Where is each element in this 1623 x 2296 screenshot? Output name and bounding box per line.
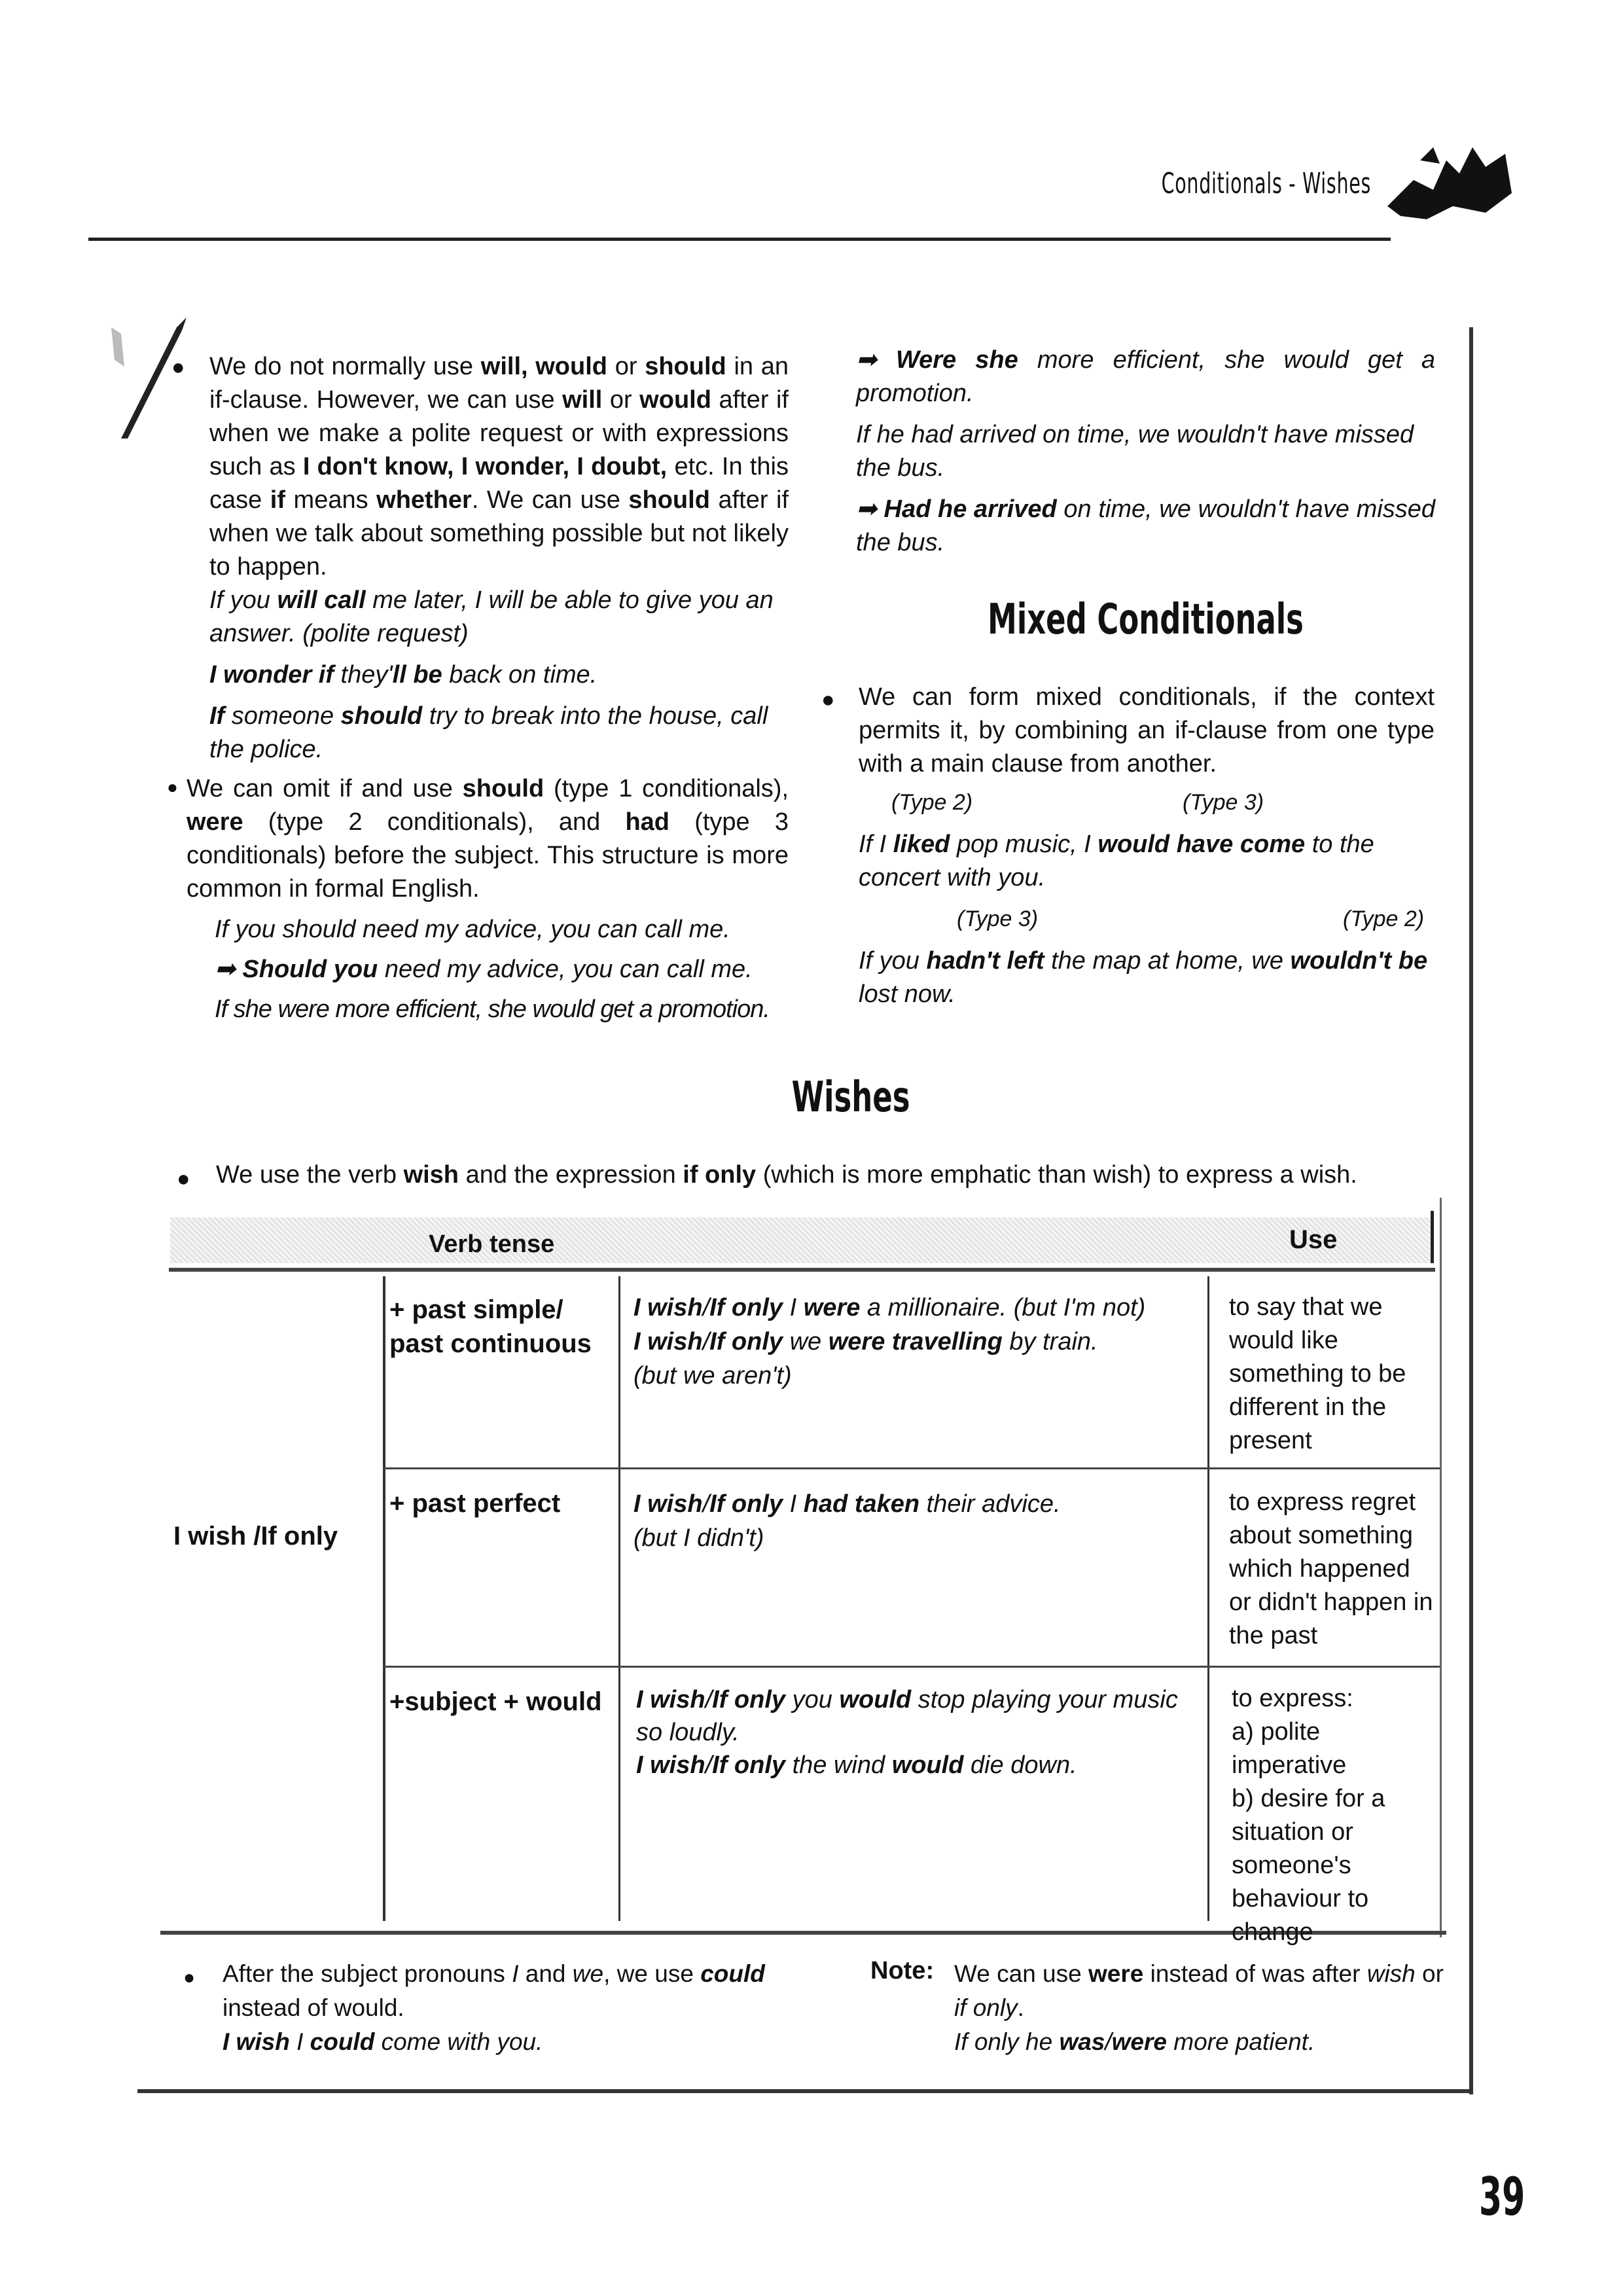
- running-header-title: Conditionals - Wishes: [1161, 167, 1371, 200]
- example-line: I wish/If only the wind would die down.: [636, 1751, 1077, 1779]
- box-bottom-border: [137, 2089, 1472, 2093]
- could-note: After the subject pronouns I and we, we use could instead of would. I wish I could come with you.: [223, 1960, 765, 2055]
- wishes-intro: We use the verb wish and the expression if only (which is more emphatic than wish) to express a wish.: [216, 1161, 1357, 1189]
- example-were-efficient: If she were more efficient, she would get a promotion.: [215, 996, 770, 1023]
- examples-row-2: [633, 1487, 1196, 1555]
- note-text: We can use were instead of was after wish or if only. If only he was/were more patient.: [954, 1960, 1444, 2055]
- left-column-2: [187, 772, 789, 906]
- example-should-need: If you should need my advice, you can call me.: [215, 916, 730, 943]
- example-line: I wish/If only we were travelling by train.: [633, 1328, 1098, 1355]
- example-line: I wish/If only you would stop playing your music so loudly.: [636, 1686, 1178, 1746]
- table-header-edge: [1431, 1211, 1434, 1263]
- mixed-example-2: If you hadn't left the map at home, we wouldn't be lost now.: [859, 947, 1428, 1008]
- table-header-band: [170, 1217, 1433, 1263]
- note-label: Note:: [870, 1957, 935, 1984]
- left-column-3: [215, 913, 804, 1026]
- bullet-omit-if: We can omit if and use should (type 1 conditionals), were (type 2 conditionals), and had (type 3 conditionals) before the subject. This structure is more common in formal English.: [187, 775, 789, 903]
- table-header-verb-tense: Verb tense: [429, 1230, 555, 1258]
- example-line: (but I didn't): [633, 1524, 764, 1552]
- example-inverted-were: ➡ Were she more efficient, she would get a promotion.: [856, 346, 1436, 407]
- page-number: 39: [1478, 2166, 1525, 2227]
- tense-past-perfect: + past perfect: [389, 1489, 561, 1518]
- header-rule: [88, 238, 1391, 241]
- bullet-dot: ●: [183, 1967, 196, 1988]
- bullet-dot: ●: [821, 687, 835, 712]
- arrow-right-icon: ➡: [215, 956, 243, 983]
- example-line: (but we aren't): [633, 1362, 792, 1390]
- example-polite-request: If you will call me later, I will be able to give you an answer. (polite request): [209, 586, 774, 647]
- table-divider: [383, 1276, 385, 1921]
- use-row-1: to say that we would like something to be different in the present: [1229, 1293, 1406, 1454]
- bullet-will-would-should: We do not normally use will, would or should in an if-clause. However, we can use will or would after if when we make a polite request or with expressions such as I don't know, I wonder, I doubt, etc. In this case if means whether. We can use should after if when we talk about something possible but not likely to happen.: [209, 353, 789, 581]
- arrow-right-icon: ➡: [856, 346, 896, 374]
- unit-number-logo: [1374, 134, 1525, 232]
- table-divider: [618, 1276, 620, 1921]
- tense-past-simple: + past simple/ past continuous: [389, 1295, 592, 1358]
- type-labels-row-1: (Type 2) (Type 3): [891, 790, 1264, 815]
- row-label-i-wish: I wish /If only: [173, 1522, 338, 1551]
- example-inverted-had: ➡ Had he arrived on time, we wouldn't have missed the bus.: [856, 495, 1435, 556]
- example-should-police: If someone should try to break into the house, call the police.: [209, 702, 768, 763]
- section-title-mixed-conditionals: Mixed Conditionals: [988, 596, 1304, 644]
- mixed-conditionals-text: We can form mixed conditionals, if the context permits it, by combining an if-clause from one type with a main clause from another.: [859, 683, 1435, 778]
- table-row-separator: [383, 1666, 1440, 1668]
- mixed-conditionals-body: [859, 681, 1435, 1011]
- example-inverted-should: ➡ Should you need my advice, you can call me.: [215, 956, 753, 983]
- examples-row-1: [633, 1291, 1196, 1393]
- bullet-dot: ●: [171, 355, 185, 380]
- example-line: I wish/If only I had taken their advice.: [633, 1490, 1061, 1518]
- right-column: [856, 344, 1435, 560]
- table-header-rule: [169, 1268, 1435, 1272]
- example-line: I wish/If only I were a millionaire. (but I'm not): [633, 1294, 1146, 1321]
- bullet-dot: ●: [167, 777, 178, 797]
- arrow-right-icon: ➡: [856, 495, 884, 523]
- example-wonder: I wonder if they'll be back on time.: [209, 661, 597, 689]
- section-title-wishes: Wishes: [791, 1073, 910, 1122]
- bullet-dot: ●: [177, 1166, 190, 1191]
- use-row-3: to express: a) polite imperative b) desire for a situation or someone's behaviour to change: [1232, 1685, 1385, 1946]
- left-column: [209, 350, 789, 766]
- use-row-2: to express regret about something which happened or didn't happen in the past: [1229, 1488, 1433, 1649]
- table-row-separator: [383, 1467, 1440, 1469]
- examples-row-3: [636, 1683, 1199, 1782]
- table-divider: [1207, 1276, 1209, 1921]
- type-labels-row-2: (Type 3) (Type 2): [957, 906, 1425, 931]
- example-had-arrived: If he had arrived on time, we wouldn't have missed the bus.: [856, 421, 1414, 482]
- box-right-border: [1469, 327, 1473, 2094]
- mixed-example-1: If I liked pop music, I would have come to the concert with you.: [859, 831, 1374, 891]
- table-header-use: Use: [1289, 1225, 1338, 1254]
- tense-subject-would: +subject + would: [389, 1687, 602, 1716]
- table-divider: [1440, 1198, 1442, 1937]
